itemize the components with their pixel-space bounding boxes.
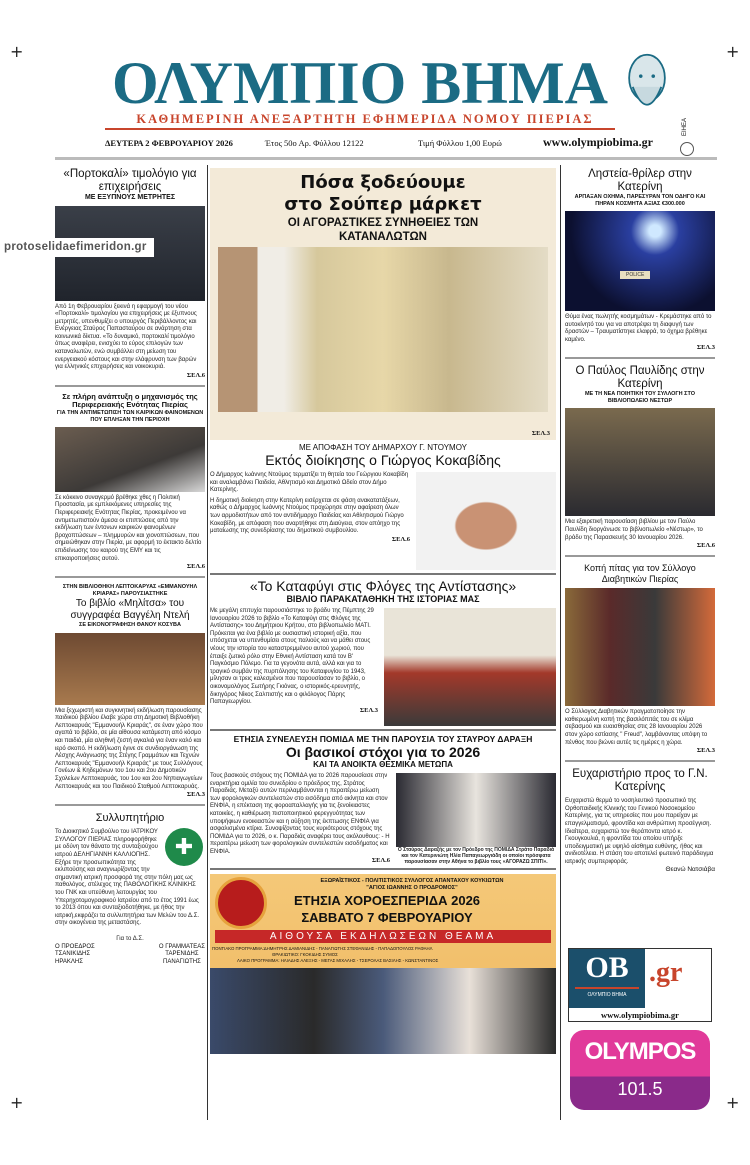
article-body: Με μεγάλη επιτυχία παρουσιάστηκε το βράδυ της Πέμπτης 29 Ιανουαρίου 2026 το βιβλίο «Το Καταφύγι στις Φλόγες της Αντίστασης» του Δημήτριου Κρήτου, στο βιβλιοπωλείο ΜΑΤΙ. Πρόκειται για ένα βιβλίο με ουσιαστική ιστορική αξία, που υπόσχεται να υπενθυμίσει στους παλιούς και να μάθει στους νέους την ιστορία του καταστρεμμένου αυτού χωριού, που έπαιξε ζωτικό ρόλο στην Εθνική Αντίσταση κατά τον Β' Παγκόσμιο Πόλεμο. Για τα γεγονότα αυτά, αλλά και για το τραγικό συμβάν της πυρπόλησης του Καταφυγίου το 1943, μίλησαν οι τρεις καλεσμένοι που παρουσίασαν το βιβλίο, ο οικονομολόγος Σωτήρης Γκιόνας, ο ιστορικός-ερευνητής, δικηγόρος Νίκος Σαλπιστής και ο φιλόλογος Πάρης Παπαγεωργίου. bbox=[210, 608, 374, 706]
ad-org: ΕΞΩΡΑΪΣΤΙΚΟΣ - ΠΟΛΙΤΙΣΤΙΚΟΣ ΣΥΛΛΟΓΟΣ ΑΠΑΝΤΑΧΟΥ ΚΟΥΚΙΩΤΩΝ bbox=[320, 878, 504, 884]
notice-body: Ευχαριστώ θερμά το νοσηλευτικό προσωπικό της Ορθοπαιδικής Κλινικής του Γενικού Νοσοκομείου Κατερίνης, για τις υπηρεσίες που μου παρείχαν με επαγγελματισμό, φροντίδα και ανθρώπινη προσέγγιση. Ιδιαίτερα, ευχαριστώ τον θεράποντα ιατρό κ. Γκουγκουλιά, η φροντίδα του οποίου υπήρξε υποδειγματική με υψηλό αίσθημα ευθύνης, ήθος και ανιδιοτέλεια. Η στάση του αποτελεί φωτεινό παράδειγμα ιατρικής συμπεριφοράς. bbox=[565, 798, 714, 865]
issue-date: ΔΕΥΤΕΡΑ 2 ΦΕΒΡΟΥΑΡΙΟΥ 2026 bbox=[105, 138, 233, 148]
article-body: Σε κόκκινο συναγερμό βρέθηκε χθες η Πολιτική Προστασία, με εμπλεκόμενες υπηρεσίες της Περιφερειακής Ενότητας Πιερίας, προκειμένου να αντιμετωπιστούν άμεσα οι επιπτώσεις από την εκδήλωση των έντονων καιρικών φαινομένων βροχοπτώσεων – πλημμυρών και χιονοπτώσεων, που σημειώθηκαν στην Πιερία, με αφορμή το έκτακτο δελτίο επιδείνωσης του καιρού της ΕΜΥ και τις επικαιροποιήσεις αυτού. bbox=[55, 494, 202, 562]
article-body: Τους βασικούς στόχους της ΠΟΜΙΔΑ για το 2026 παρουσίασε στην εναρκτήρια ομιλία του συνεδρίου ο πρόεδρος της, Στράτος Παραδιάς. Μεταξύ αυτών περιλαμβάνονται η περαιτέρω μείωση των φορολογικών συντελεστών στο εισόδημα από ακίνητα και στον ΕΝΦΙΑ, η επέκταση της φοροαπαλλαγής για τις ξενοίκιαστες κατοικίες, η καθιέρωση πιστοποιητικού φερεγγυότητας των υποψήφιων ενοικιαστών και η αύξηση της έκπτωσης ΕΝΦΙΑ για ασφαλισμένα κτίρια. Συνοψίζοντας τους κυριότερους στόχους της ΠΟΜΙΔΑ για το 2026, ο κ. Παραδιάς αναφέρει τους ακόλουθους: - Η περαιτέρω μείωση των φορολογικών συντελεστών εισοδήματος και ΕΝΦΙΑ. bbox=[210, 773, 390, 855]
article-body: Μια εξαιρετική παρουσίαση βιβλίου με τον Παύλο Παυλίδη διοργάνωσε το βιβλιοπωλείο «Νέστωρ», το βράδυ της Παρασκευής 30 Ιανουαρίου 2026. bbox=[565, 519, 703, 541]
olympiobima-gr-banner[interactable] bbox=[568, 948, 712, 1022]
page-ref: ΣΕΛ.6 bbox=[186, 371, 205, 379]
divider bbox=[565, 555, 715, 557]
signature: Θεανώ Νατσιάβα bbox=[665, 866, 715, 874]
article-portokali[interactable] bbox=[55, 168, 205, 379]
divider bbox=[55, 804, 205, 806]
library-photo bbox=[55, 633, 205, 705]
supermarket-photo bbox=[218, 247, 548, 412]
road-photo bbox=[55, 427, 205, 492]
newspaper-title: ΟΛΥΜΠΙΟ ΒΗΜΑ bbox=[112, 50, 608, 116]
signature-president: Ο ΠΡΟΕΔΡΟΣ ΤΣΑΝΙΚΙΔΗΣ ΗΡΑΚΛΗΣ bbox=[55, 943, 95, 965]
ad-lineup: ΛΑΙΚΟ ΠΡΟΓΡΑΜΜΑ: ΗΛΙΑΔΗΣ ΑΛΕΞΗΣ - ΜΕΓΑΣ ΜΙΧΑΛΗΣ - ΤΣΕΡΟΛΑΣ ΒΑΣΙΛΗΣ - ΚΩΝΣΤΑΝΤΙΝΟΣ bbox=[237, 958, 439, 963]
kicker: ΣΤΗΝ ΒΙΒΛΙΟΘΗΚΗ ΛΕΠΤΟΚΑΡΥΑΣ «ΕΜΜΑΝΟΥΗΛ ΚΡΙΑΡΑΣ» ΠΑΡΟΥΣΙΑΣΤΗΚΕ bbox=[62, 584, 198, 598]
page-ref: ΣΕΛ.3 bbox=[696, 747, 715, 755]
notice-body: Το Διοικητικό Συμβούλιο του ΙΑΤΡΙΚΟΥ ΣΥΛΛΟΓΟΥ ΠΙΕΡΙΑΣ πληροφορήθηκε με οδύνη τον θάνατο της συνταξιούχου ιατρού ΔΕΛΗΓΙΑΝΝΗ ΚΑΛΛΙΟΠΗΣ. Εξήρε την προσωπικότητα της εκλιπούσης και αναγνωρίζοντας την σημαντική ιατρική προσφορά της στην πόλη μας ως παθολόγος, στέλεχος της ΠΑΘΟΛΟΓΙΚΗΣ ΚΛΙΝΙΚΗΣ του ΓΝΚ και υπεύθυνη λειτουργίας του Υπερηχοτομογραφικού Ιατρείου από το έτος 1991 έως το 2013 όπου και συνταξιοδοτήθηκε, με ήθος την ιατρική,εκφράζει τα συλλυπητήρια των Μελών του Δ.Σ. στην οικογένεια της μεταστάσης. bbox=[55, 829, 200, 927]
page-ref: ΣΕΛ.6 bbox=[371, 856, 390, 864]
thank-you-notice bbox=[565, 768, 715, 873]
headline: Εκτός διοίκησης ο Γιώργος Κοκαβίδης bbox=[265, 452, 501, 468]
headline: «Το Καταφύγι στις Φλόγες της Αντίστασης» bbox=[249, 578, 517, 594]
registration-mark: + bbox=[10, 1093, 24, 1112]
kokavidis-photo bbox=[416, 472, 556, 570]
page-ref: ΣΕΛ.3 bbox=[531, 430, 550, 437]
issue-price: Τιμή Φύλλου 1,00 Ευρώ bbox=[418, 138, 502, 148]
bookstore-photo bbox=[565, 408, 715, 516]
ad-org: "ΑΓΙΟΣ ΙΩΑΝΝΗΣ Ο ΠΡΟΔΡΟΜΟΣ" bbox=[366, 885, 458, 891]
subheadline: ΒΙΒΛΙΟ ΠΑΡΑΚΑΤΑΘΗΚΗ ΤΗΣ ΙΣΤΟΡΙΑΣ ΜΑΣ bbox=[286, 594, 480, 604]
article-robbery[interactable] bbox=[565, 168, 715, 351]
ob-logo: OB ΟΛΥΜΠΙΟ ΒΗΜΑ bbox=[569, 949, 645, 1008]
pomida-photo bbox=[396, 773, 556, 847]
article-body: Ο Δήμαρχος Ιωάννης Ντούμος τερματίζει τη θητεία του Γεώργιου Κοκαβίδη και αναλαμβάνει Παιδεία, Αθλητισμό και Δημοτικό Ωδείο στον Δήμο Κατερίνης. bbox=[210, 472, 409, 494]
registration-mark: + bbox=[10, 42, 24, 61]
article-body: Θύμα ένας πωλητής κοσμημάτων - Κρεμάστηκε από το αυτοκίνητό του για να αποτρέψει τη διαφυγή των δραστών – Τραυματίστηκε ελαφρά, το όχημα βρέθηκε καμένο. bbox=[565, 314, 712, 343]
headline: στο Σούπερ μάρκετ bbox=[284, 194, 482, 215]
headline: Συλλυπητήριο bbox=[95, 812, 165, 825]
subheadline: ΓΙΑ ΤΗΝ ΑΝΤΙΜΕΤΩΠΙΣΗ ΤΩΝ ΚΑΙΡΙΚΩΝ ΦΑΙΝΟΜΕΝΩΝ ΠΟΥ ΕΠΛΗΞΑΝ ΤΗΝ ΠΕΡΙΟΧΗ bbox=[56, 409, 204, 423]
gr-suffix: .gr bbox=[649, 957, 683, 988]
article-pomida[interactable] bbox=[210, 734, 556, 870]
page-ref: ΣΕΛ.3 bbox=[359, 706, 378, 714]
signature-secretary: Ο ΓΡΑΜΜΑΤΕΑΣ ΤΑΡΕΝΙΔΗΣ ΠΑΝΑΓΙΩΤΗΣ bbox=[158, 943, 205, 965]
page-ref: ΣΕΛ.3 bbox=[186, 791, 205, 799]
headline: Σε πλήρη ανάπτυξη ο μηχανισμός της Περιφερειακής Ενότητας Πιερίας bbox=[62, 391, 198, 410]
registration-mark: + bbox=[726, 42, 740, 61]
divider bbox=[55, 157, 717, 160]
photo-caption: Ο Σταύρος Δαραξής με τον Πρόεδρο της ΠΟΜΙΔΑ Στράτο Παραδιά και τον Κατερινιώτη Ηλία Παπαγεωργιάδη οι οποίοι πρόσφατα παρουσίασαν στην Αθήνα το βιβλίο τους «ΑΓΟΡΑΖΩ ΣΠΙΤΙ». bbox=[397, 847, 555, 865]
condolence-notice bbox=[55, 812, 205, 966]
subheadline: ΑΡΠΑΞΑΝ ΟΧΗΜΑ, ΠΑΡΕΣΥΡΑΝ ΤΟΝ ΟΔΗΓΟ ΚΑΙ ΠΗΡΑΝ ΚΟΣΜΗΤΑ ΑΞΙΑΣ €300.000 bbox=[574, 194, 706, 207]
ad-venue: ΑΙΘΟΥΣΑ ΕΚΔΗΛΩΣΕΩΝ ΘΕΑΜΑ bbox=[215, 930, 551, 943]
ad-lineup: ΘΡΑΚΙΩΤΙΚΟ: ΓΚΟΚΙΔΗΣ ΣΥΜΟΣ bbox=[272, 952, 338, 957]
subheadline: ΣΕ ΕΙΚΟΝΟΓΡΑΦΗΣΗ ΘΑΝΟΥ ΚΟΣΥΒΑ bbox=[79, 622, 181, 629]
esiea-mark: ΕΙΗΕΑ bbox=[682, 117, 689, 137]
column-rule bbox=[560, 165, 561, 1120]
article-body: Από 1η Φεβρουαρίου ξεκινά η εφαρμογή του νέου «Πορτοκαλί» τιμολογίου για επιχειρήσεις με έξυπνους μετρητές, υπενθυμίζει ο υπουργός Περιβάλλοντος και Ενέργειας Σταύρος Παπασταύρου σε ανάρτηση στα κοινωνικά δίκτυα. «Το δυναμικό, πορτοκαλί τιμολόγιο όπως αναφέρει, ενισχύει το εύρος επιλογών των καταναλωτών, ενώ συμβάλλει στη μείωση του ενεργειακού κόστους και στην ελάφρυνση των βαρών για ελληνικές επιχειρήσεις και νοικοκυριά. bbox=[55, 303, 197, 371]
musicians-photo bbox=[210, 968, 556, 1054]
medical-association-logo-icon: ✚ bbox=[165, 828, 203, 866]
olympos-radio-banner[interactable] bbox=[570, 1030, 710, 1110]
article-body: Η δημοτική διοίκηση στην Κατερίνη εισέρχεται σε φάση ανακατατάξεων, καθώς ο Δήμαρχος Ιωάννης Ντούμος προχώρησε στην αφαίρεση όλων των αρμοδιοτήτων από τον αντιδήμαρχο Παιδείας και Αθλητισμού Γιώργο Κοκαβίδη, με απόφαση που αναρτήθηκε στη Διαύγεια, στον απόηχο της ματαίωσης της συνεδρίασης του δημοτικού συμβουλίου. bbox=[210, 497, 404, 535]
headline: Οι βασικοί στόχοι για το 2026 bbox=[285, 744, 481, 760]
seal-icon bbox=[680, 142, 694, 156]
ad-title: ΕΤΗΣΙΑ ΧΟΡΟΕΣΠΕΡΙΔΑ 2026 bbox=[293, 893, 481, 908]
headline: Πόσα ξοδεύουμε bbox=[300, 172, 466, 193]
registration-mark: + bbox=[726, 1093, 740, 1112]
divider bbox=[565, 760, 715, 762]
subheadline: ΚΑΙ ΤΑ ΑΝΟΙΚΤΑ ΘΕΣΜΙΚΑ ΜΕΤΩΠΑ bbox=[313, 760, 453, 769]
headline: «Πορτοκαλί» τιμολόγιο για επιχειρήσεις bbox=[63, 168, 197, 193]
ad-lineup: ΠΟΝΤΙΑΚΟ ΠΡΟΓΡΑΜΜΑ:ΔΗΜΗΤΡΗΣ ΔΑΜΙΑΝΙΔΗΣ - ΠΑΝΑΓΙΩΤΗΣ ΣΤΕΦΑΝΙΔΗΣ - ΠΑΠΑΔΟΠΟΥΛΟΣ ΡΑΦΑΗΛ bbox=[212, 946, 433, 951]
website-link[interactable]: www.olympiobima.gr bbox=[543, 135, 654, 149]
column-rule bbox=[207, 165, 208, 1120]
headline: Ο Παύλος Παυλίδης στην Κατερίνη bbox=[575, 365, 705, 391]
left-column bbox=[55, 168, 205, 966]
right-column bbox=[565, 168, 715, 873]
divider bbox=[565, 357, 715, 359]
page-ref: ΣΕΛ.3 bbox=[696, 344, 715, 352]
article-pita[interactable] bbox=[565, 563, 715, 754]
police-sign: POLICE bbox=[620, 271, 650, 279]
article-pavlidis[interactable] bbox=[565, 365, 715, 549]
ad-date: ΣΑΒΒΑΤΟ 7 ΦΕΒΡΟΥΑΡΙΟΥ bbox=[301, 910, 473, 925]
kicker: ΕΤΗΣΙΑ ΣΥΝΕΛΕΥΣΗ ΠΟΜΙΔΑ ΜΕ ΤΗΝ ΠΑΡΟΥΣΙΑ ΤΟΥ ΣΤΑΥΡΟΥ ΔΑΡΑΞΗ bbox=[233, 734, 533, 744]
newspaper-subtitle: ΚΑΘΗΜΕΡΙΝΗ ΑΝΕΞΑΡΤΗΤΗ ΕΦΗΜΕΡΙΔΑ ΝΟΜΟΥ ΠΙΕΡΙΑΣ bbox=[136, 112, 594, 126]
ob-url: www.olympiobima.gr bbox=[601, 1010, 679, 1020]
lead-article-supermarket[interactable] bbox=[210, 168, 556, 440]
divider bbox=[55, 385, 205, 387]
zeus-head-logo-icon bbox=[622, 50, 672, 122]
article-kokavidis[interactable] bbox=[210, 443, 556, 575]
subheadline: ΜΕ ΕΞΥΠΝΟΥΣ ΜΕΤΡΗΤΕΣ bbox=[84, 194, 176, 201]
kicker: ΜΕ ΑΠΟΦΑΣΗ ΤΟΥ ΔΗΜΑΡΧΟΥ Γ. ΝΤΟΥΜΟΥ bbox=[298, 443, 467, 452]
page-ref: ΣΕΛ.6 bbox=[696, 542, 715, 550]
book-presentation-photo bbox=[384, 608, 556, 726]
headline: Κοπή πίτας για τον Σύλλογο Διαβητικών Πιερίας bbox=[584, 563, 696, 585]
headline: Ευχαριστήριο προς το Γ.Ν. Κατερίνης bbox=[572, 768, 708, 794]
article-body: Μια ξεχωριστή και συγκινητική εκδήλωση παρουσίασης παιδικού βιβλίου έλαβε χώρα στη Δημοτική Βιβλιοθήκη Λεπτοκαρυάς "Εμμανουήλ Κριαράς", σε έναν χώρο που αγαπά το βιβλίο, σε μία αίθουσα κατάμεστη από κόσμο και παιδιά, μία αληθινή ζεστή αγκαλιά για έναν καλό και ιερό σκοπό. Η εκδήλωση έγινε σε συνδιοργάνωση της Λέσχης Ανάγνωσης της Στέγης Γραμμάτων και Τεχνών Λεπτοκαρυάς "Εμμανουήλ Κριαράς" με τους Συλλόγους Γονέων & Κηδεμόνων του 1ου και 2ου Δημοτικών Σχολείων Λεπτοκαρυάς, του 1ου και 2ου Νηπιαγωγείων Λεπτοκαρυάς και του Παιδικού Σταθμού Λεπτοκαρυάς. bbox=[55, 707, 203, 790]
article-body: Ο Σύλλογος Διαβητικών πραγματοποίησε την καθιερωμένη κοπή της βασιλόπιτάς του σε κλίμα σεβασμού και ευαισθησίας στις 28 Ιανουαρίου 2026 στον χώρο εστίασης " Freud", λαμβάνοντας υπόψη το πένθος που βιώνει αυτές τις ημέρες η χώρα. bbox=[565, 709, 708, 746]
page-ref: ΣΕΛ.6 bbox=[186, 563, 205, 571]
signature-label: Για το Δ.Σ. bbox=[116, 935, 144, 942]
center-column bbox=[210, 168, 556, 1054]
article-weather[interactable] bbox=[55, 393, 205, 570]
article-katafygi[interactable] bbox=[210, 578, 556, 731]
dance-event-ad[interactable] bbox=[210, 874, 556, 1054]
diabetics-group-photo bbox=[565, 588, 715, 706]
issue-number: Έτος 50ο Αρ. Φύλλου 12122 bbox=[265, 138, 364, 148]
watermark: protoselidaefimeridon.gr bbox=[0, 238, 154, 257]
police-photo bbox=[565, 211, 715, 311]
headline: Ληστεία-θρίλερ στην Κατερίνη bbox=[588, 168, 692, 193]
page-ref: ΣΕΛ.6 bbox=[391, 535, 410, 543]
subheadline: ΟΙ ΑΓΟΡΑΣΤΙΚΕΣ ΣΥΝΗΘΕΙΕΣ ΤΩΝ ΚΑΤΑΝΑΛΩΤΩΝ bbox=[287, 217, 479, 243]
radio-frequency: 101.5 bbox=[617, 1079, 663, 1099]
subheadline: ΜΕ ΤΗ ΝΕΑ ΠΟΙΗΤΙΚΗ ΤΟΥ ΣΥΛΛΟΓΗ ΣΤΟ ΒΙΒΛΙΟΠΩΛΕΙΟ ΝΕΣΤΩΡ bbox=[584, 391, 696, 405]
radio-name: OLYMPOS bbox=[584, 1038, 696, 1065]
association-logo-icon bbox=[215, 877, 267, 929]
article-book-militsa[interactable] bbox=[55, 584, 205, 798]
headline: Το βιβλίο «Μηλίτσα» του συγγραφέα Βαγγέλη Ντελή bbox=[70, 598, 190, 621]
divider bbox=[105, 128, 615, 130]
divider bbox=[55, 576, 205, 578]
